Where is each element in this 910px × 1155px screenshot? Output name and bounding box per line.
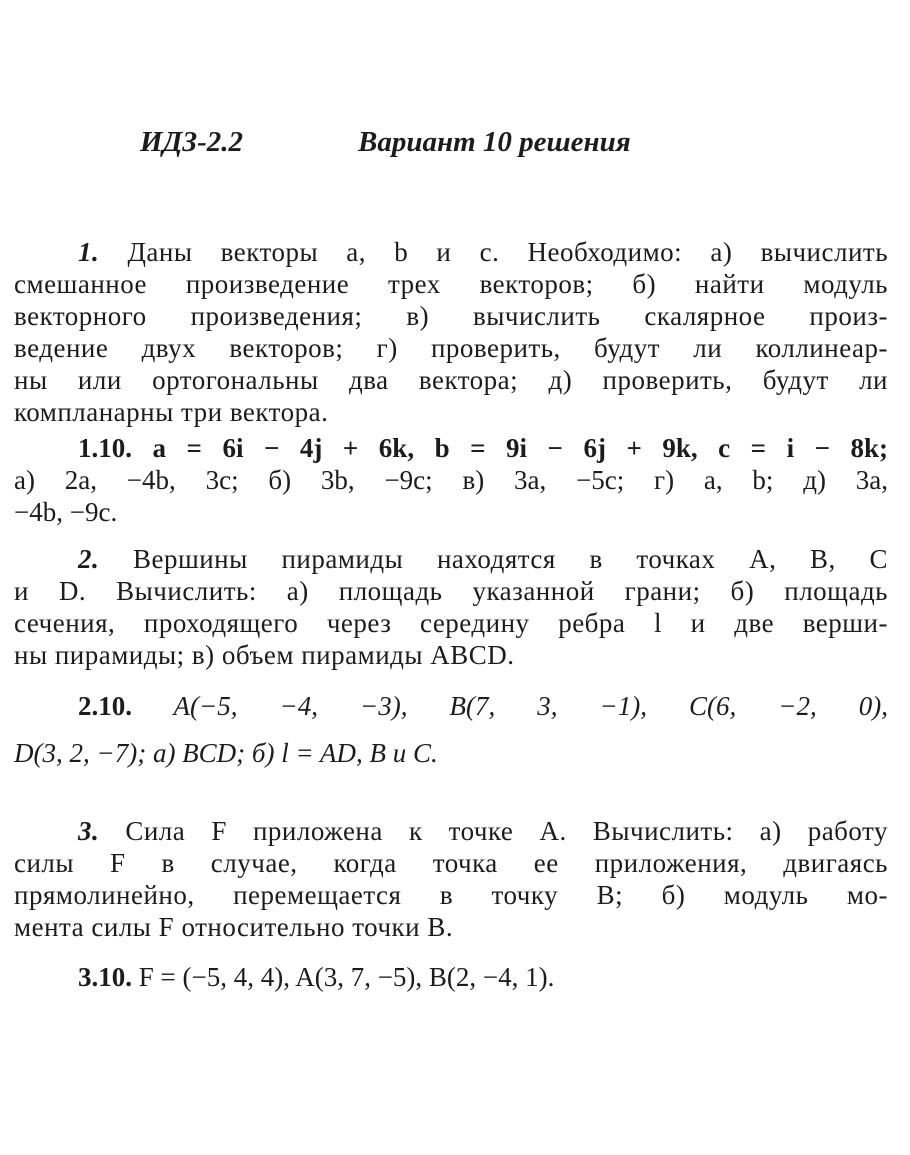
task-2-line: и D. Вычислить: а) площадь указанной грани; б) площадь bbox=[14, 576, 888, 606]
task-3-data-number: 3.10. bbox=[78, 962, 132, 992]
task-2-line: ны пирамиды; в) объем пирамиды ABCD. bbox=[14, 640, 515, 670]
task-3-line: силы F в случае, когда точка ее приложения, двигаясь bbox=[14, 848, 888, 878]
task-1-data-line: 1.10. a = 6i − 4j + 6k, b = 9i − 6j + 9k, c = i − 8k; bbox=[78, 433, 889, 463]
task-2-line: 2. Вершины пирамиды находятся в точках A, B, C bbox=[78, 544, 889, 574]
assignment-code: ИДЗ-2.2 bbox=[140, 126, 244, 158]
task-3-line: 3. Сила F приложена к точке A. Вычислить: а) работу bbox=[78, 816, 889, 846]
task-2-line: сечения, проходящего через середину ребра l и две верши- bbox=[14, 608, 888, 638]
task-3-line: прямолинейно, перемещается в точку B; б) модуль мо- bbox=[14, 880, 888, 910]
task-1-number: 1. bbox=[78, 237, 100, 267]
task-1-line: 1. Даны векторы a, b и c. Необходимо: а) вычислить bbox=[78, 237, 889, 267]
task-1-line: ведение двух векторов; г) проверить, будут ли коллинеар- bbox=[14, 333, 888, 363]
task-1-line: ны или ортогональны два вектора; д) проверить, будут ли bbox=[14, 365, 888, 395]
task-3-line: мента силы F относительно точки B. bbox=[14, 912, 454, 942]
task-1-line: векторного произведения; в) вычислить скалярное произ- bbox=[14, 301, 888, 331]
task-1-line: смешанное произведение трех векторов; б) найти модуль bbox=[14, 269, 888, 299]
page-header bbox=[0, 126, 910, 170]
variant-title: Вариант 10 решения bbox=[358, 126, 631, 158]
task-3-data-line: 3.10. F = (−5, 4, 4), A(3, 7, −5), B(2, −4, 1). bbox=[78, 962, 555, 992]
task-1-data-number: 1.10. bbox=[78, 433, 132, 463]
task-2-data-line: 2.10. A(−5, −4, −3), B(7, 3, −1), C(6, −2, 0), bbox=[78, 691, 889, 721]
task-2-number: 2. bbox=[78, 544, 100, 574]
task-1-data-line: а) 2a, −4b, 3c; б) 3b, −9c; в) 3a, −5c; г) a, b; д) 3a, bbox=[14, 465, 888, 495]
task-2-data-number: 2.10. bbox=[78, 691, 132, 721]
task-1-data-line: −4b, −9c. bbox=[14, 497, 118, 527]
task-3-number: 3. bbox=[78, 816, 100, 846]
task-2-data-line: D(3, 2, −7); а) BCD; б) l = AD, B и C. bbox=[14, 738, 438, 768]
task-1-line: компланарны три вектора. bbox=[14, 397, 329, 427]
